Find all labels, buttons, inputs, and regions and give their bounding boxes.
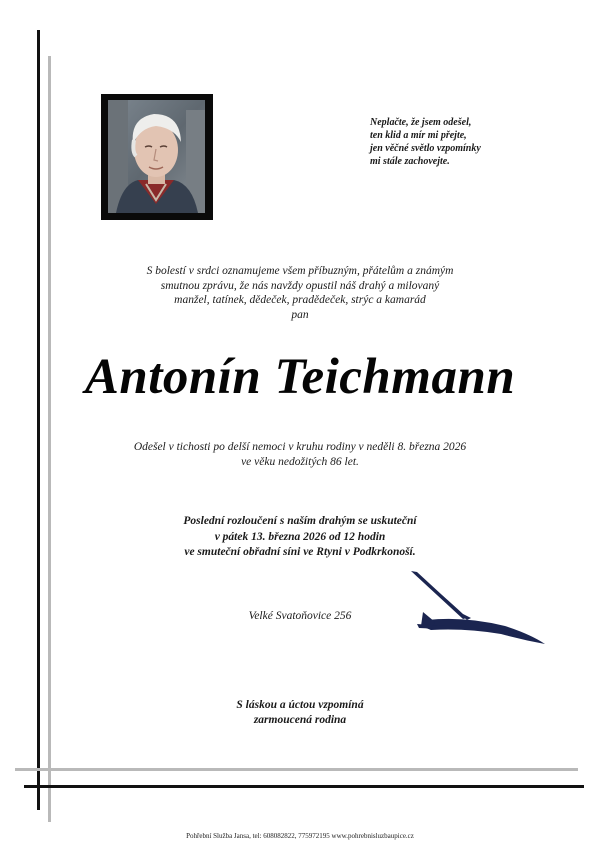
farewell-line: v pátek 13. března 2026 od 12 hodin (214, 530, 386, 543)
deceased-name: Antonín Teichmann (84, 349, 516, 405)
border-left-dark (37, 30, 40, 810)
announcement-line: pan (291, 308, 309, 321)
border-left-light (48, 56, 51, 822)
quote-line: Neplačte, že jsem odešel, (370, 117, 472, 128)
portrait-photo (108, 100, 205, 213)
farewell-line: Poslední rozloučení s naším drahým se uskuteční (183, 515, 417, 527)
passing-line: Odešel v tichosti po delší nemoci v kruhu rodiny v neděli 8. března 2026 (133, 441, 467, 453)
announcement-text (60, 264, 540, 322)
border-bottom-dark (24, 785, 584, 788)
announcement-line: S bolestí v srdci oznamujeme všem příbuzným, přátelům a známým (146, 265, 454, 277)
border-bottom-light (15, 768, 578, 771)
announcement-line: smutnou zprávu, že nás navždy opustil náš drahý a milovaný (160, 279, 440, 292)
quote-line: ten klid a mír mi přejte, (370, 130, 467, 141)
funeral-service-footer: Pohřební Služba Jansa, tel: 608082822, 775972195 www.pohrebnisluzbaupice.cz (186, 832, 414, 840)
quote-line: jen věčné světlo vzpomínky (370, 143, 481, 154)
portrait-frame (101, 94, 213, 220)
passing-line: ve věku nedožitých 86 let. (241, 456, 359, 468)
family-line: S láskou a úctou vzpomíná (236, 699, 364, 711)
announcement-line: manžel, tatínek, dědeček, pradědeček, strýc a kamarád (174, 294, 426, 306)
farewell-details (60, 514, 540, 561)
glider-icon (405, 568, 550, 650)
family-address: Velké Svatoňovice 256 (248, 610, 352, 622)
poem-quote (370, 116, 570, 168)
passing-details (60, 440, 540, 470)
family-signoff (150, 698, 450, 728)
quote-line: mi stále zachovejte. (370, 156, 450, 167)
farewell-line: ve smuteční obřadní síni ve Rtyni v Podkrkonoší. (184, 546, 416, 558)
family-line: zarmoucená rodina (253, 714, 347, 726)
